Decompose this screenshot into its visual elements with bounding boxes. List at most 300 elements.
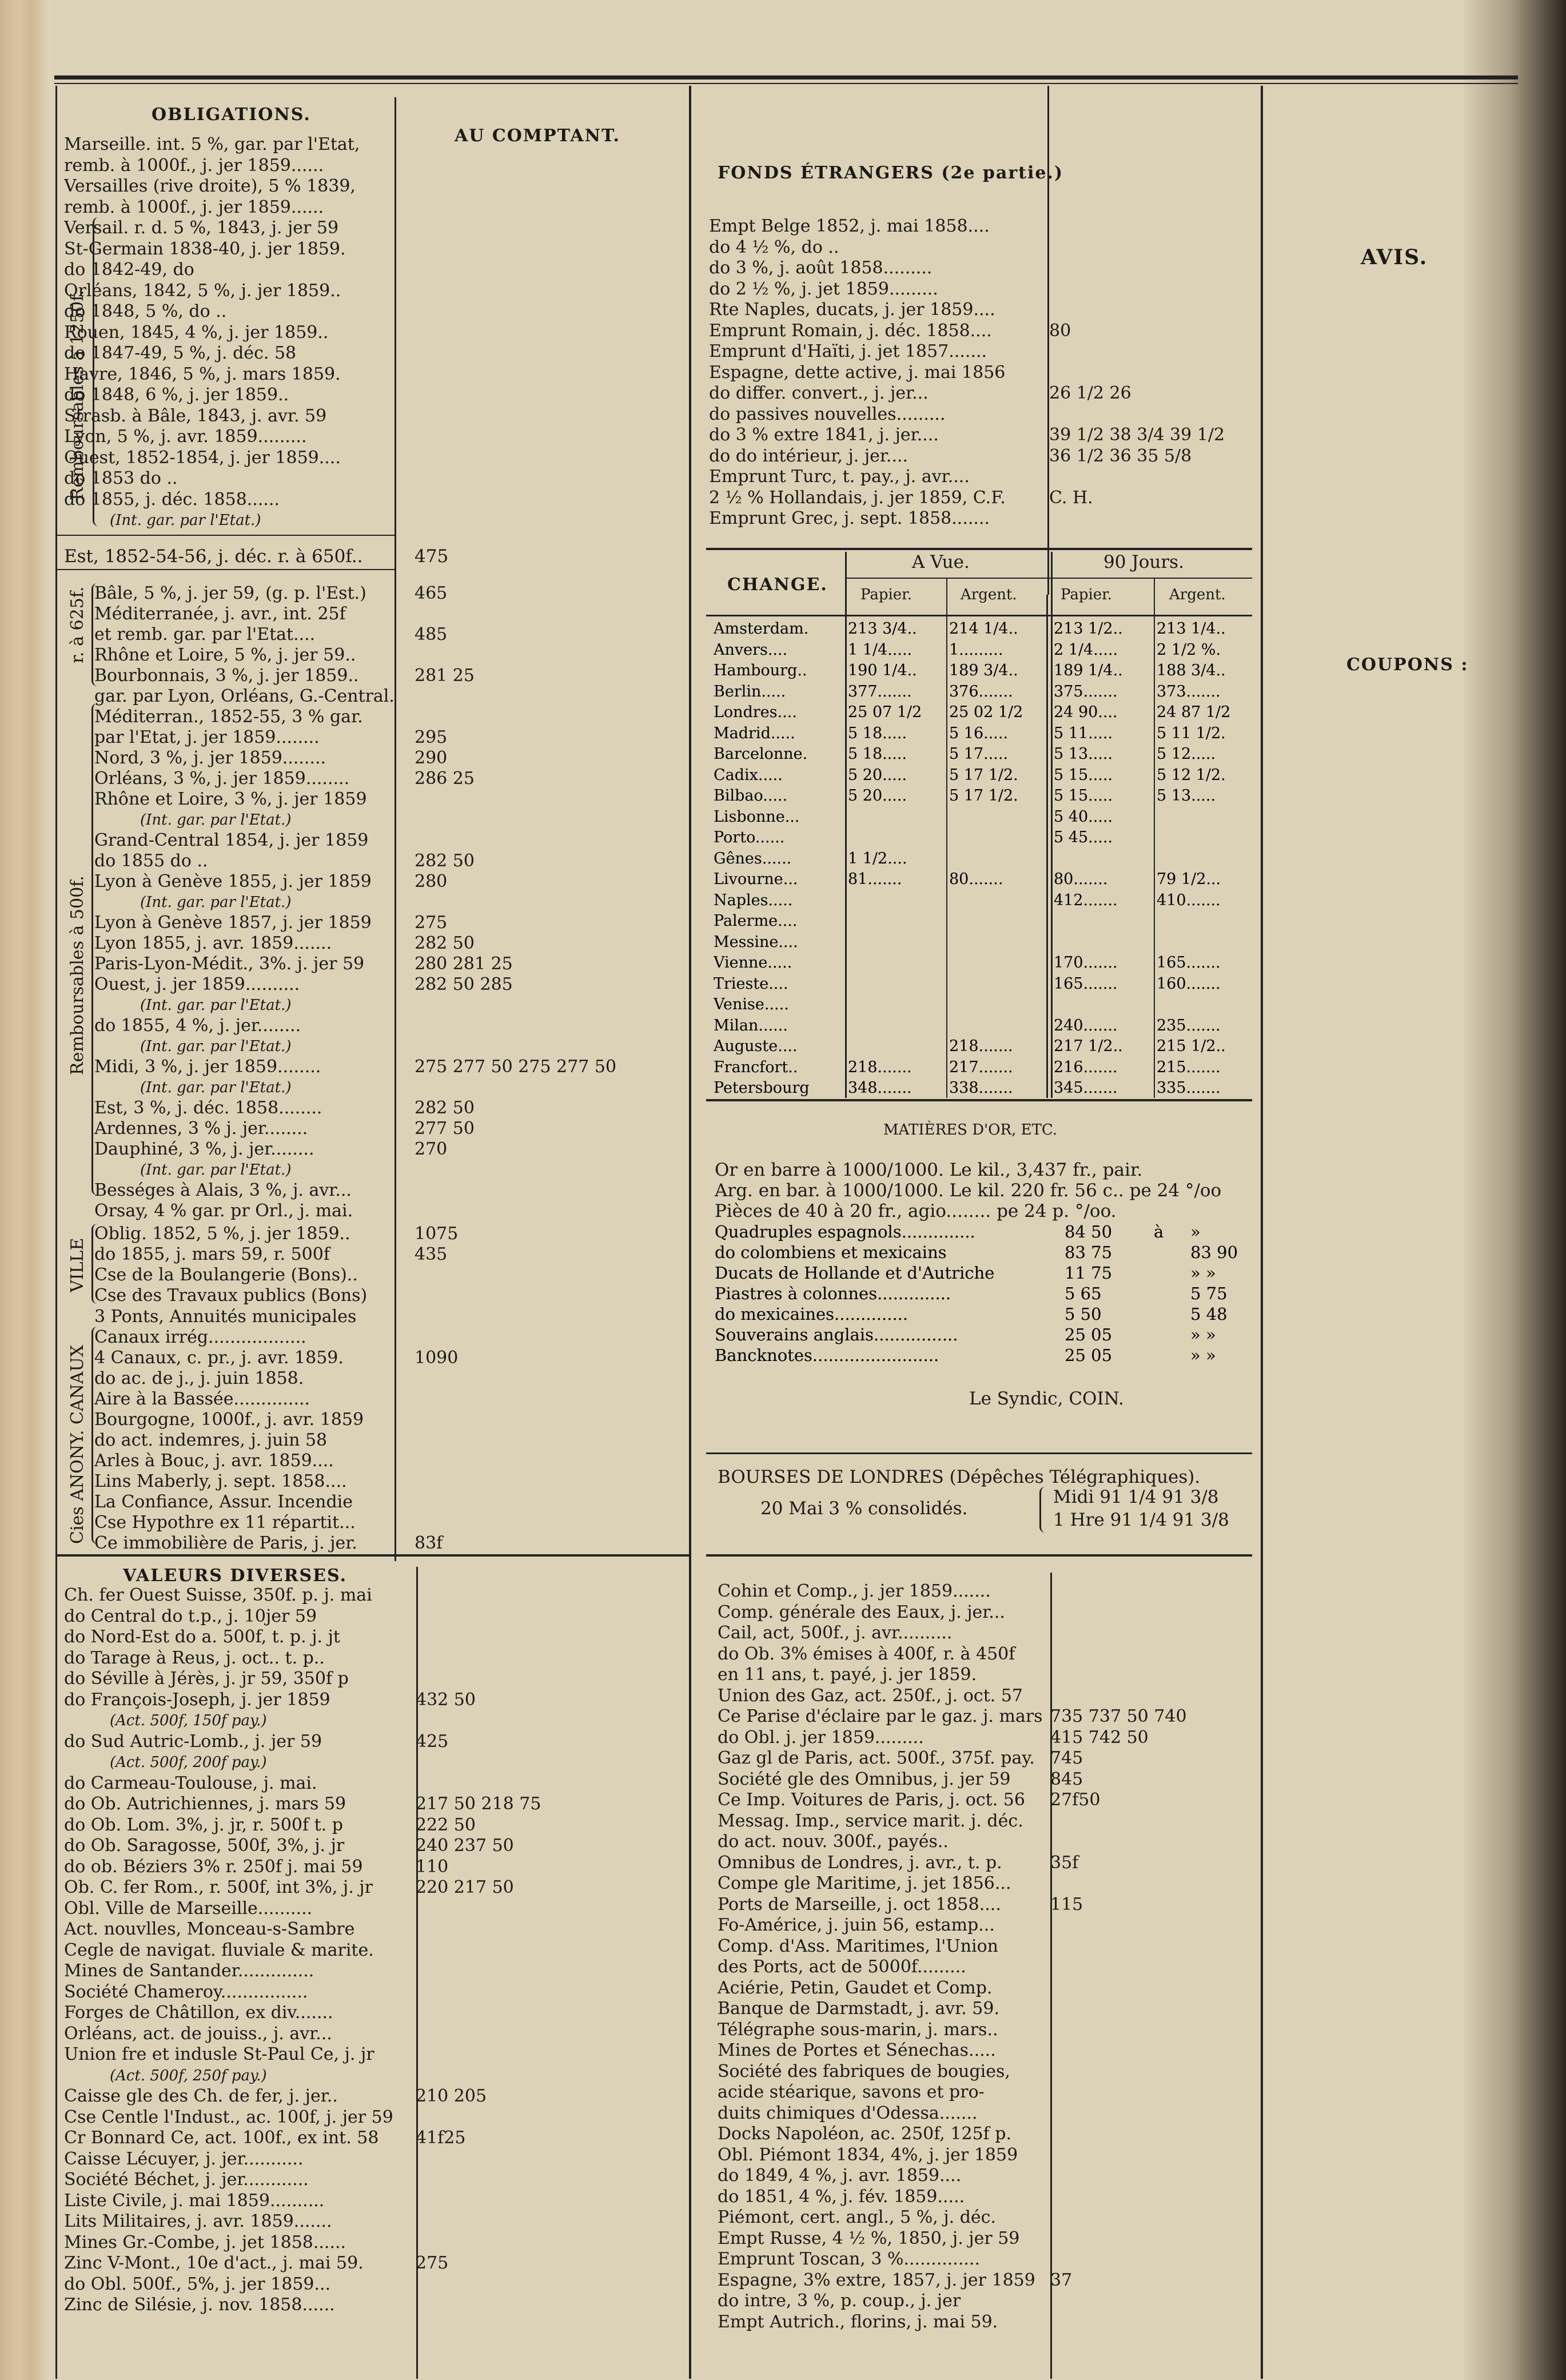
bond-500-row-label: Est, 3 %, j. déc. 1858........ [94,1098,322,1118]
bond-500-row-label: Lyon 1855, j. avr. 1859....... [94,933,332,953]
divers-row [718,1602,1261,1623]
obligation-row: Versailles (rive droite), 5 % 1839, [64,176,356,196]
change-90-argent: 215 1/2.. [1157,1037,1226,1055]
change-city: Madrid..... [714,724,795,742]
bond-500-row-label: (Int. gar. par l'Etat.) [140,997,292,1014]
bracket-500 [91,703,100,1195]
valeur-row [64,1982,682,2003]
change-vue-argent: 217....... [949,1058,1013,1076]
change-city: Anvers.... [714,640,788,659]
valeur-row-label: Zinc V-Mont., 10e d'act., j. mai 59. [64,2253,364,2273]
change-row [714,660,1285,678]
divers-row-label: Obl. Piémont 1834, 4%, j. jer 1859 [718,2144,1018,2165]
divers-row-value: 35f [1050,1852,1079,1873]
bond-625-row-label: Bâle, 5 %, j. jer 59, (g. p. l'Est.) [94,583,366,603]
change-90-argent: 5 11 1/2. [1157,724,1226,742]
divers-row [718,1999,1261,2020]
divers-row-value: 735 737 50 740 [1050,1706,1187,1726]
divers-row-label: Ce Parise d'éclaire par le gaz. j. mars [718,1706,1043,1726]
fonds-row-label: Emprunt Romain, j. déc. 1858.... [709,320,992,341]
top-rule [54,75,1518,79]
bond-500-row [94,1180,655,1201]
change-city: Auguste.... [714,1037,798,1055]
valeur-row-label: Obl. Ville de Marseille.......... [64,1898,313,1919]
bond-500-row-value: 275 [415,913,448,933]
divers-row [718,2166,1261,2187]
divers-row [718,2228,1261,2250]
change-city: Francfort.. [714,1058,798,1076]
bond-625-row-label: Bourbonnais, 3 %, j. jer 1859.. [94,666,359,686]
matiere-label: Bancknotes........................ [715,1346,939,1365]
divers-row [718,2124,1261,2145]
change-90-argent: 410....... [1157,891,1221,909]
change-vue-argent: 25 02 1/2 [949,703,1023,721]
change-90-papier: 5 13..... [1054,745,1113,763]
divers-row-label: Omnibus de Londres, j. avr., t. p. [718,1852,1002,1873]
bond-500-row [94,892,655,913]
obligation-row: do 1847-49, 5 %, j. déc. 58 [64,343,297,363]
change-title: CHANGE. [727,575,828,595]
canaux-row-label: La Confiance, Assur. Incendie [94,1492,353,1512]
change-row [714,869,1285,887]
obligation-row: Marseille. int. 5 %, gar. par l'Etat, [64,134,360,154]
change-city: Porto...... [714,829,785,846]
divers-row [718,2103,1261,2124]
matiere-value-1: 5 50 [1065,1304,1102,1324]
change-city: Berlin..... [714,682,786,701]
divers-row [718,1978,1261,1999]
bond-500-row-value: 280 281 25 [415,954,513,974]
valeur-row [64,2295,682,2316]
change-vue-papier: 5 18..... [848,745,907,763]
change-row [714,1036,1285,1054]
matiere-value-2: » » [1190,1346,1216,1365]
valeur-row-label: do Central do t.p., j. 10jer 59 [64,1606,317,1626]
bond-500-row-label: Ouest, j. jer 1859.......... [94,974,300,994]
change-city: Amsterdam. [714,620,809,638]
divers-row-label: Comp. d'Ass. Maritimes, l'Union [718,1936,999,1956]
change-row [714,849,1285,866]
valeur-row [64,1606,682,1627]
divers-row-label: do 1851, 4 %, j. fév. 1859..... [718,2186,965,2207]
bond-625-row [94,645,655,666]
change-row [714,807,1285,825]
valeur-row-label: Mines Gr.-Combe, j. jet 1858...... [64,2232,346,2252]
change-row [714,994,1285,1012]
valeur-row-label: Forges de Châtillon, ex div....... [64,2003,333,2023]
valeur-row [64,1773,682,1794]
divers-row [718,1728,1261,1749]
bond-625-row [94,666,655,686]
change-vue-argent: 214 1/4.. [949,620,1018,638]
change-90-argent: 213 1/4.. [1157,620,1226,638]
matieres-title: MATIÈRES D'OR, ETC. [883,1121,1058,1139]
bond-500-row-label: Lyon à Genève 1857, j. jer 1859 [94,913,372,933]
valeur-row-label: Union fre et indusle St-Paul Ce, j. jr [64,2044,374,2064]
divers-row-label: Piémont, cert. angl., 5 %, j. déc. [718,2207,997,2227]
change-90-argent: 165....... [1157,954,1221,972]
change-city: Gênes...... [714,849,792,867]
bond-500-row [94,1077,655,1098]
canaux-row [94,1368,655,1389]
divers-row [718,1957,1261,1978]
bond-500-row-value: 282 50 [415,851,475,871]
bond-500-row-label: do 1855, 4 %, j. jer........ [94,1016,301,1036]
bond-500-row [94,769,655,789]
divers-row [718,1686,1261,1707]
obligation-row: Havre, 1846, 5 %, j. mars 1859. [64,364,341,384]
bond-500-row [94,871,655,892]
change-head-rule-1 [846,578,1252,579]
est-row: Est, 1852-54-56, j. déc. r. à 650f.. [64,546,363,567]
obligation-row: Strasb. à Bâle, 1843, j. avr. 59 [64,405,327,426]
matiere-label: Quadruples espagnols.............. [715,1222,975,1241]
divers-row-label: Compe gle Maritime, j. jet 1856... [718,1873,1011,1893]
change-90-papier: 5 45..... [1054,829,1113,846]
bond-500-row [94,748,655,769]
divers-row-label: Banque de Darmstadt, j. avr. 59. [718,1999,999,2019]
change-city: Venise..... [714,996,789,1013]
au-comptant-heading: AU COMPTANT. [455,126,620,146]
bond-500-row-label: do 1855 do .. [94,851,208,871]
bond-500-row-label: Rhône et Loire, 3 %, j. jer 1859 [94,789,367,809]
valeur-row-value: 217 50 218 75 [416,1794,541,1814]
change-papier-1: Papier. [860,586,912,603]
change-90-papier: 5 15..... [1054,787,1113,805]
fonds-row-label: do differ. convert., j. jer... [709,383,929,403]
valeur-row-label: do Carmeau-Toulouse, j. mai. [64,1773,317,1793]
divers-row-label: do act. nouv. 300f., payés.. [718,1832,949,1852]
matieres-line-2: Arg. en bar. à 1000/1000. Le kil. 220 fr. 56 c.. pe 24 °/oo [715,1180,1222,1201]
bond-500-row [94,851,655,871]
fonds-row [709,404,1258,425]
bond-500-row-label: (Int. gar. par l'Etat.) [140,1038,292,1055]
ville-row-label: Cse des Travaux publics (Bons) [94,1285,368,1306]
bond-500-row [94,789,655,810]
divers-row-label: Fo-Américe, j. juin 56, estamp... [718,1915,995,1935]
bond-500-row-value: 290 [415,748,448,768]
divers-row [718,2207,1261,2228]
change-90-papier: 412....... [1054,891,1118,909]
change-top-rule [706,548,1252,550]
matiere-value-2: 83 90 [1190,1243,1238,1262]
fonds-row-value: C. H. [1049,487,1093,508]
valeur-row [64,1690,682,1711]
valeur-row-label: Ob. C. fer Rom., r. 500f, int 3%, j. jr [64,1877,373,1897]
bond-500-row-label: (Int. gar. par l'Etat.) [140,811,292,829]
divers-row-value: 27f50 [1050,1790,1101,1810]
canaux-row-value: 83f [415,1533,443,1553]
divers-row [718,1895,1261,1916]
valeur-row [64,1669,682,1690]
divers-row [718,1811,1261,1832]
londres-midi: Midi 91 1/4 91 3/8 [1053,1487,1219,1507]
canaux-row-label: Ce immobilière de Paris, j. jer. [94,1533,357,1553]
fonds-row-value: 80 [1049,320,1071,341]
bond-500-row-label: Lyon à Genève 1855, j. jer 1859 [94,871,372,891]
change-vue-papier: 1 1/2.... [848,849,907,867]
change-row [714,890,1285,908]
fonds-row [709,508,1258,530]
valeur-row [64,2274,682,2295]
est-value: 475 [415,546,449,567]
fonds-row [709,216,1258,237]
bond-500-row [94,727,655,748]
canaux-row-label: Arles à Bouc, j. avr. 1859.... [94,1451,334,1471]
divers-row-label: Télégraphe sous-marin, j. mars.. [718,2019,998,2040]
bond-500-row [94,933,655,954]
obligation-row: do 1842-49, do [64,260,194,280]
change-row [714,744,1285,762]
bond-500-row [94,830,655,851]
change-90-papier: 345....... [1054,1079,1118,1097]
bond-625-row [94,604,655,624]
obligation-row: remb. à 1000f., j. jer 1859...... [64,197,324,217]
divers-row [718,1581,1261,1602]
change-90-argent: 5 12 1/2. [1157,766,1226,784]
fonds-row-value: 36 1/2 36 35 5/8 [1049,445,1192,466]
divers-row [718,2020,1261,2041]
bond-500-row [94,1201,655,1221]
fonds-row [709,279,1258,300]
change-90-argent: 188 3/4.. [1157,662,1226,679]
bond-500-row [94,1016,655,1036]
change-row [714,1078,1285,1096]
valeur-row [64,1627,682,1648]
valeur-row [64,1899,682,1920]
change-vue-papier: 218....... [848,1058,912,1076]
bond-500-row-value: 282 50 [415,1098,475,1118]
valeur-row-label: do Ob. Saragosse, 500f, 3%, j. jr [64,1836,345,1856]
change-row [714,765,1285,783]
change-bottom-rule [706,1099,1252,1101]
valeur-row-label: Cegle de navigat. fluviale & marite. [64,1940,374,1960]
valeur-row [64,1732,682,1753]
change-head-rule-2 [706,615,1252,616]
change-vue-argent: 5 17 1/2. [949,766,1018,784]
matiere-label: do colombiens et mexicains [715,1243,947,1262]
change-90-papier: 24 90.... [1054,703,1118,721]
top-rule-thin [54,83,1518,84]
change-90-papier: 5 40..... [1054,807,1113,826]
bond-500-row-label: gar. par Lyon, Orléans, G.-Central. [94,686,395,706]
change-city: Livourne... [714,870,798,888]
divers-row-label: do Ob. 3% émises à 400f, r. à 450f [718,1643,1015,1664]
divers-row [718,1769,1261,1790]
valeur-row-label: do Ob. Autrichiennes, j. mars 59 [64,1794,346,1814]
bond-500-row-label: Dauphiné, 3 %, j. jer........ [94,1139,314,1159]
valeur-row [64,2232,682,2254]
divers-row [718,1748,1261,1769]
bond-625-row [94,624,655,645]
change-vue-argent: 1......... [949,640,1003,659]
valeur-row-value: 240 237 50 [416,1836,514,1856]
divers-row [718,2040,1261,2061]
divers-row-label: des Ports, act de 5000f......... [718,1957,966,1977]
change-vue-argent: 376....... [949,682,1013,701]
bracket-label-canaux: Cies ANONY. CANAUX [67,1344,87,1544]
londres-title: BOURSES DE LONDRES (Dépêches Télégraphiques). [718,1467,1201,1487]
canaux-row-value: 1090 [415,1348,459,1368]
change-90-argent: 79 1/2... [1157,870,1221,888]
obligation-row: St-Germain 1838-40, j. jer 1859. [64,238,346,259]
fonds-row [709,488,1258,509]
bracket-625 [91,583,100,686]
change-vue-argent: 5 16..... [949,724,1009,742]
valeur-row-label: do Séville à Jérès, j. jr 59, 350f p [64,1669,349,1689]
matiere-value-1: 11 75 [1065,1263,1113,1283]
fonds-row-label: Emprunt Grec, j. sept. 1858....... [709,508,990,528]
valeur-row-label: Orléans, act. de jouiss., j. avr... [64,2023,332,2044]
divers-row-label: en 11 ans, t. payé, j. jer 1859. [718,1665,977,1685]
valeur-row [64,2149,682,2170]
divers-row-label: Société des fabriques de bougies, [718,2061,1010,2081]
divers-row-value: 745 [1050,1748,1083,1768]
valeur-row [64,2170,682,2191]
matiere-label: Piastres à colonnes.............. [715,1284,951,1303]
fonds-title: FONDS ÉTRANGERS (2e partie.) [718,163,1064,183]
bond-500-row-label: (Int. gar. par l'Etat.) [140,1161,292,1179]
matiere-label: do mexicaines.............. [715,1304,908,1324]
bracket-label-ville: VILLE [67,1237,87,1292]
valeur-row-label: Caisse gle des Ch. de fer, j. jer.. [64,2086,338,2106]
valeur-row-label: Mines de Santander.............. [64,1961,314,1981]
fonds-row-label: Emprunt d'Haïti, j. jet 1857....... [709,341,987,361]
divers-row-label: Union des Gaz, act. 250f., j. oct. 57 [718,1685,1023,1706]
change-90-argent: 160....... [1157,974,1221,993]
matiere-value-2: » » [1190,1263,1216,1283]
divers-row-label: duits chimiques d'Odessa....... [718,2103,978,2123]
valeur-row [64,1794,682,1815]
bond-500-row-label: (Int. gar. par l'Etat.) [140,1079,292,1096]
divers-row-label: Ce Imp. Voitures de Paris, j. oct. 56 [718,1790,1025,1810]
fonds-row-value: 26 1/2 26 [1049,383,1131,403]
change-city: Trieste.... [714,974,788,993]
valeur-row-value: 220 217 50 [416,1877,514,1897]
change-row [714,1016,1285,1033]
bond-625-row-label: Rhône et Loire, 5 %, j. jer 59.. [94,645,356,665]
change-papier-2: Papier. [1061,586,1113,603]
fonds-row-label: Empt Belge 1852, j. mai 1858.... [709,216,990,236]
divers-row [718,1936,1261,1957]
fonds-row [709,237,1258,258]
divers-row [718,1623,1261,1644]
canaux-row [94,1471,655,1492]
change-table [714,619,1257,1099]
obligation-row: Rouen, 1845, 4 %, j. jer 1859.. [64,322,329,343]
change-argent-2: Argent. [1169,586,1226,603]
canaux-row [94,1492,655,1513]
fonds-row-value: 39 1/2 38 3/4 39 1/2 [1049,425,1225,445]
fonds-row-label: Rte Naples, ducats, j. jer 1859.... [709,300,995,320]
fonds-row [709,363,1258,384]
bond-500-row [94,995,655,1016]
ville-row-value: 435 [415,1244,448,1264]
change-90-papier: 189 1/4.. [1054,662,1123,679]
matieres-row [715,1345,1286,1363]
change-90-argent: 5 12..... [1157,745,1216,763]
change-90-argent: 373....... [1157,682,1221,701]
divers-row [718,2291,1261,2312]
bond-500-row [94,1098,655,1119]
valeur-row [64,1940,682,1961]
divers-row [718,1915,1261,1936]
bond-625-row-value: 485 [415,624,448,644]
syndic-signature: Le Syndic, COIN. [969,1388,1124,1409]
valeur-row [64,1961,682,1982]
bond-500-row [94,1160,655,1180]
valeur-row-label: (Act. 500f, 150f pay.) [110,1712,267,1729]
bond-500-row-label: Orsay, 4 % gar. pr Orl., j. mai. [94,1201,353,1221]
change-vue-papier: 25 07 1/2 [848,703,922,721]
canaux-row-label: Lins Maberly, j. sept. 1858.... [94,1471,347,1491]
bracket-label-1250: Remboursables à 1250f. [67,290,87,500]
bond-625-row-value: 281 25 [415,666,475,686]
divers-row-value: 115 [1050,1894,1083,1915]
valeur-row-label: (Act. 500f, 250f pay.) [110,2067,267,2084]
change-city: Vienne..... [714,954,792,972]
change-row [714,911,1285,929]
change-vue-argent: 218....... [949,1037,1013,1055]
change-90-papier: 2 1/4..... [1054,640,1118,659]
obligation-row: (Int. gar. par l'Etat.) [110,512,261,529]
divers-row-label: Cail, act, 500f., j. avr.......... [718,1623,953,1643]
valeur-row [64,2191,682,2212]
matieres-row [715,1242,1286,1260]
fonds-row-label: do 2 ½ %, j. jet 1859......... [709,278,938,299]
valeur-row-value: 210 205 [416,2086,487,2106]
ville-row [94,1265,655,1285]
change-city: Barcelonne. [714,745,808,763]
fonds-row [709,321,1258,342]
change-vue-papier: 5 20..... [848,766,907,784]
bond-500-row-label: Orléans, 3 %, j. jer 1859........ [94,769,350,789]
obligation-row: remb. à 1000f., j. jer 1859...... [64,155,324,176]
change-city: Palerme.... [714,912,798,930]
ville-row [94,1244,655,1265]
bond-500-row-value: 286 25 [415,769,475,789]
canaux-row-label: 3 Ponts, Annuités municipales [94,1307,357,1327]
bond-500-row-label: Ardennes, 3 % j. jer........ [94,1119,308,1139]
ville-row [94,1224,655,1244]
change-90-argent: 5 13..... [1157,787,1216,805]
valeur-row [64,1836,682,1857]
canaux-row [94,1348,655,1368]
matieres-row [715,1221,1286,1239]
ville-row-value: 1075 [415,1224,459,1244]
divers-row [718,2145,1261,2166]
matieres-row [715,1263,1286,1283]
ville-row-label: Oblig. 1852, 5 %, j. jer 1859.. [94,1224,350,1244]
bond-500-row [94,686,655,707]
change-90-papier: 80....... [1054,870,1108,888]
valeur-row [64,1710,682,1732]
fonds-row-label: do do intérieur, j. jer.... [709,445,908,466]
obligation-row: do 1855, j. déc. 1858...... [64,489,280,510]
valeur-row-label: do Tarage à Reus, j. oct.. t. p.. [64,1647,325,1668]
ville-row-label: Cse de la Boulangerie (Bons).. [94,1265,358,1285]
divers-row-label: Aciérie, Petin, Gaudet et Comp. [718,1977,993,1998]
divers-row [718,1644,1261,1665]
change-90-argent: 235....... [1157,1016,1221,1034]
change-city: Petersbourg [714,1079,810,1097]
ville-row-label: do 1855, j. mars 59, r. 500f [94,1244,330,1264]
bond-500-row [94,1036,655,1057]
canaux-row-label: Aire à la Bassée.............. [94,1389,310,1409]
valeur-row [64,1752,682,1773]
valeur-row-label: do Nord-Est do a. 500f, t. p. j. jt [64,1627,340,1647]
bond-500-row-value: 270 [415,1139,448,1159]
